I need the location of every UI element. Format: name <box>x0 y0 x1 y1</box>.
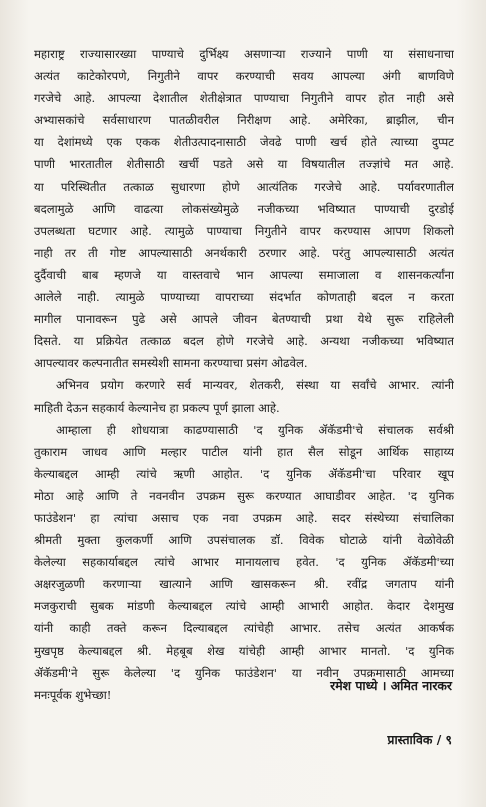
text-line: मागील पानावरून पुढे असे आपले जीवन बेतण्याची प्रथा येथे सुरू राहिलेली <box>34 312 454 327</box>
text-line: गरजेचे आहे. आपल्या देशातील शेतीक्षेत्रात पाण्याचा निगुतीने वापर होत नाही असे <box>34 91 454 106</box>
footer-section-title: प्रास्ताविक <box>387 732 433 747</box>
footer-page-number: ९ <box>445 732 452 747</box>
footer-separator: / <box>436 732 442 747</box>
text-line: आलेले नाही. त्यामुळे पाण्याच्या वापराच्या संदर्भात कोणताही बदल न करता <box>34 290 454 305</box>
text-line: नाही तर ती गोष्ट आपल्यासाठी अनर्थकारी ठरणार आहे. परंतु आपल्यासाठी अत्यंत <box>34 245 454 260</box>
author-signature: रमेश पाध्ये । अमित नारकर <box>330 678 452 693</box>
text-line: माहिती देऊन सहकार्य केल्यानेच हा प्रकल्प पूर्ण झाला आहे. <box>34 400 280 415</box>
text-line: अभ्यासकांचे सर्वसाधारण पातळीवरील निरीक्षण आहे. अमेरिका, ब्राझील, चीन <box>34 113 454 128</box>
text-line: यांनी काही तक्ते करून दिल्याबद्दल त्यांचेही आभार. तसेच अत्यंत आकर्षक <box>34 621 454 636</box>
text-line: केल्याबद्दल आम्ही त्यांचे ऋणी आहोत. 'द युनिक ॲकॅडमी'चा परिवार खूप <box>34 466 454 481</box>
text-line: मोठा आहे आणि ते नवनवीन उपक्रम सुरू करण्यात आघाडीवर आहेत. 'द युनिक <box>34 488 454 503</box>
text-line: अत्यंत काटेकोरपणे, निगुतीने वापर करण्याची सवय आपल्या अंगी बाणविणे <box>34 69 454 84</box>
text-line: ॲकॅडमी'ने सुरू केलेल्या 'द युनिक फाउंडेशन' या नवीन उपक्रमासाठी आमच्या <box>34 665 454 680</box>
body-text <box>34 43 454 706</box>
text-line: आम्हाला ही शोधयात्रा काढण्यासाठी 'द युनिक ॲकॅडमी'चे संचालक सर्वश्री <box>56 422 454 437</box>
text-line: मुखपृष्ठ केल्याबद्दल श्री. मेहबूब शेख यांचेही आम्ही आभार मानतो. 'द युनिक <box>34 643 454 658</box>
text-line: तुकाराम जाधव आणि मल्हार पाटील यांनी हात सैल सोडून आर्थिक साहाय्य <box>34 444 454 459</box>
text-line: दुर्दैवाची बाब म्हणजे या वास्तवाचे भान आपल्या समाजाला व शासनकर्त्यांना <box>34 267 454 282</box>
text-line: आपल्यावर कल्पनातीत समस्येशी सामना करण्याचा प्रसंग ओढवेल. <box>34 356 308 371</box>
text-line: मनःपूर्वक शुभेच्छा! <box>34 687 112 702</box>
paragraph <box>34 43 454 374</box>
text-line: महाराष्ट्र राज्यासारख्या पाण्याचे दुर्भिक्ष्य असणाऱ्या राज्याने पाणी या संसाधनाचा <box>34 47 454 61</box>
page-footer <box>387 731 452 748</box>
text-line: अभिनव प्रयोग करणारे सर्व मान्यवर, शेतकरी, संस्था या सर्वांचे आभार. त्यांनी <box>56 378 454 393</box>
text-line: केलेल्या सहकार्याबद्दल त्यांचे आभार मानायलाच हवेत. 'द युनिक ॲकॅडमी'च्या <box>34 555 454 570</box>
text-line: मजकुराची सुबक मांडणी केल्याबद्दल त्यांचे आम्ही आभारी आहोत. केदार देशमुख <box>34 599 454 614</box>
text-line: या देशांमध्ये एक एकक शेतीउत्पादनासाठी जेवढे पाणी खर्च होते त्याच्या दुप्पट <box>34 135 454 150</box>
text-line: या परिस्थितीत तत्काळ सुधारणा होणे आत्यंतिक गरजेचे आहे. पर्यावरणातील <box>34 179 454 194</box>
paragraph <box>34 374 454 418</box>
text-line: पाणी भारतातील शेतीसाठी खर्ची पडते असे या विषयातील तज्ज्ञांचे मत आहे. <box>34 157 454 172</box>
text-line: फाउंडेशन' हा त्यांचा असाच एक नवा उपक्रम आहे. सदर संस्थेच्या संचालिका <box>34 510 454 525</box>
text-line: श्रीमती मुक्ता कुलकर्णी आणि उपसंचालक डॉ. विवेक घोटाळे यांनी वेळोवेळी <box>34 533 454 548</box>
paragraph <box>34 419 454 706</box>
text-line: दिसते. या प्रक्रियेत तत्काळ बदल होणे गरजेचे आहे. अन्यथा नजीकच्या भविष्यात <box>34 334 454 349</box>
text-line: अक्षरजुळणी करणाऱ्या खात्याने आणि खासकरून श्री. रवींद्र जगताप यांनी <box>34 577 454 592</box>
text-line: उपलब्धता घटणार आहे. त्यामुळे पाण्याचा निगुतीने वापर करण्यास आपण शिकलो <box>34 223 454 238</box>
text-line: बदलामुळे आणि वाढत्या लोकसंख्येमुळे नजीकच्या भविष्यात पाण्याची दुरडोई <box>34 201 454 216</box>
